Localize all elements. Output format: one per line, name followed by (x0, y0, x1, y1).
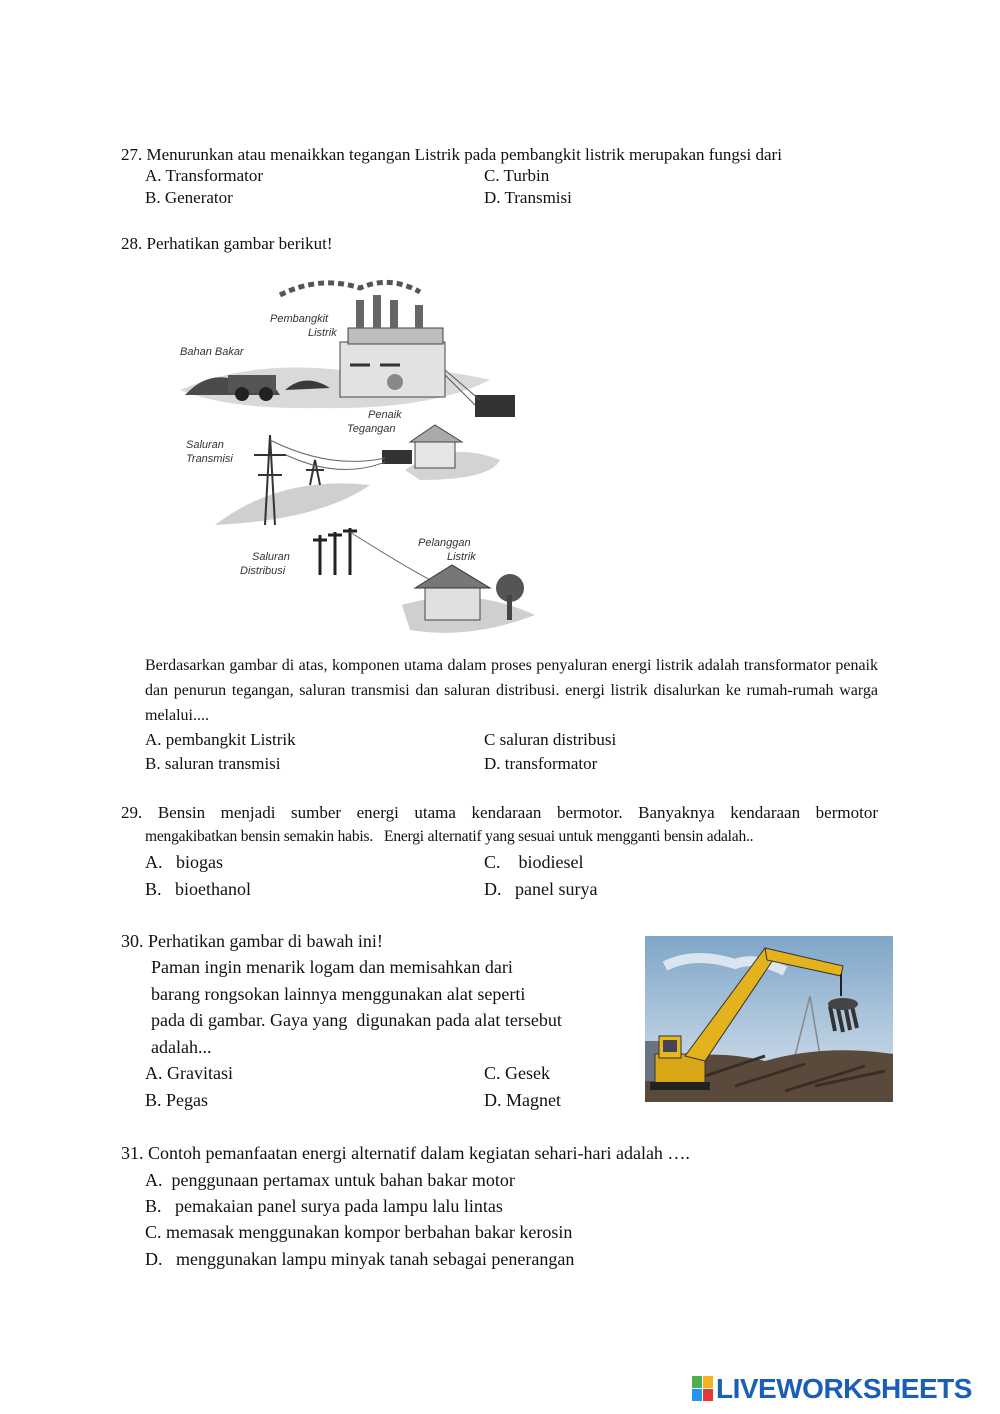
label-bahan-bakar: Bahan Bakar (180, 346, 244, 358)
question-29-line1: 29. Bensin menjadi sumber energi utama kendaraan bermotor. Banyaknya kendaraan bermotor (121, 803, 878, 822)
question-31-stem: 31. Contoh pemanfaatan energi alternatif dalam kegiatan sehari-hari adalah …. (121, 1143, 690, 1163)
label-pembangkit-1: Pembangkit (270, 313, 329, 325)
q28-option-b[interactable]: B. saluran transmisi (145, 754, 281, 773)
q29-option-c[interactable]: C. biodiesel (484, 852, 584, 872)
logo-blocks-icon (692, 1376, 714, 1402)
label-distribusi-2: Distribusi (240, 565, 286, 577)
question-29-line2: mengakibatkan bensin semakin habis. Energi alternatif yang sesuai untuk mengganti bensin adalah.. (145, 828, 754, 845)
label-penaik-2: Tegangan (347, 423, 396, 435)
q31-option-d[interactable]: D. menggunakan lampu minyak tanah sebagai penerangan (145, 1249, 575, 1269)
q31-option-c[interactable]: C. memasak menggunakan kompor berbahan bakar kerosin (145, 1222, 573, 1242)
q27-option-a[interactable]: A. Transformator (145, 166, 264, 185)
liveworksheets-logo[interactable] (692, 1373, 972, 1405)
question-28-stem: 28. Perhatikan gambar berikut! (121, 234, 333, 253)
q31-option-b[interactable]: B. pemakaian panel surya pada lampu lalu lintas (145, 1196, 503, 1216)
label-pelanggan-1: Pelanggan (418, 537, 471, 549)
q30-line-4: adalah... (151, 1037, 212, 1057)
label-transmisi-2: Transmisi (186, 453, 233, 465)
q28-paragraph: Berdasarkan gambar di atas, komponen utama dalam proses penyaluran energi listrik adalah transformator penaik dan penurun tegangan, saluran transmisi dan saluran distribusi. energi listrik disalurkan ke rumah-rumah warga melalui.... (145, 657, 878, 724)
q29-option-d[interactable]: D. panel surya (484, 879, 598, 899)
label-pelanggan-2: Listrik (447, 551, 476, 563)
power-distribution-diagram (170, 270, 540, 640)
q31-option-a[interactable]: A. penggunaan pertamax untuk bahan bakar motor (145, 1170, 515, 1190)
q28-option-c[interactable]: C saluran distribusi (484, 730, 617, 749)
q30-option-d[interactable]: D. Magnet (484, 1090, 561, 1110)
question-27-stem: 27. Menurunkan atau menaikkan tegangan Listrik pada pembangkit listrik merupakan fungsi dari (121, 145, 782, 164)
q28-option-a[interactable]: A. pembangkit Listrik (145, 730, 296, 749)
q27-option-b[interactable]: B. Generator (145, 188, 233, 207)
q30-option-b[interactable]: B. Pegas (145, 1090, 208, 1110)
q27-option-d[interactable]: D. Transmisi (484, 188, 572, 207)
excavator-photo (645, 936, 893, 1102)
label-distribusi-1: Saluran (252, 551, 290, 563)
q30-option-c[interactable]: C. Gesek (484, 1063, 550, 1083)
q30-line-3: pada di gambar. Gaya yang digunakan pada alat tersebut (151, 1010, 562, 1030)
q29-option-b[interactable]: B. bioethanol (145, 879, 251, 899)
q27-option-c[interactable]: C. Turbin (484, 166, 550, 185)
q30-line-2: barang rongsokan lainnya menggunakan alat seperti (151, 984, 526, 1004)
label-pembangkit-2: Listrik (308, 327, 337, 339)
question-30-stem: 30. Perhatikan gambar di bawah ini! (121, 931, 383, 951)
q30-line-1: Paman ingin menarik logam dan memisahkan dari (151, 957, 513, 977)
q29-option-a[interactable]: A. biogas (145, 852, 223, 872)
logo-text: LIVEWORKSHEETS (716, 1373, 972, 1404)
label-penaik-1: Penaik (368, 409, 402, 421)
label-transmisi-1: Saluran (186, 439, 224, 451)
q30-option-a[interactable]: A. Gravitasi (145, 1063, 233, 1083)
q28-option-d[interactable]: D. transformator (484, 754, 598, 773)
